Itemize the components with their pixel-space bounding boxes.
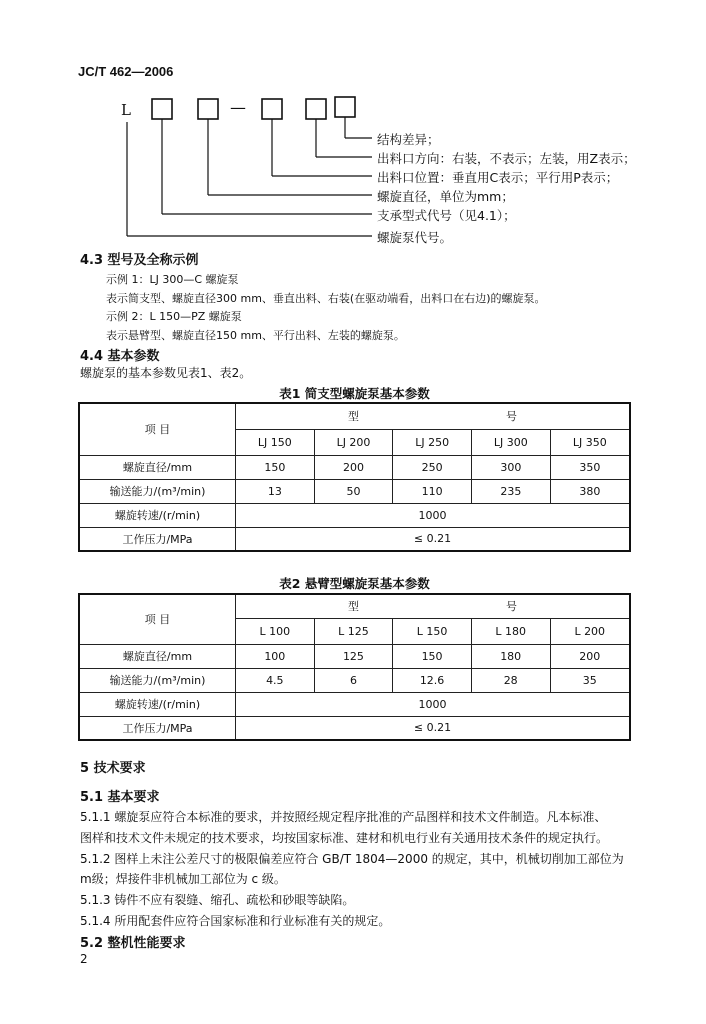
table-row [79,668,630,692]
standard-code: JC/T 462—2006 [78,64,174,79]
para-5-1-2-line1: 5.1.2 图样上未注公差尺寸的极限偏差应符合 GB/T 1804—2000 的规定，其中，机械切削加工部位为 [80,852,624,866]
table1-cell: 110 [393,479,472,503]
table2-cell: 100 [236,644,315,668]
section-5-2-title: 5.2 整机性能要求 [80,936,186,951]
para-5-1-1-line2: 图样和技术文件未规定的技术要求，均按国家标准、建材和机电行业有关通用技术条件的规定执行。 [80,831,609,845]
table1-model: LJ 250 [393,429,472,455]
diagram-prefix: L [121,101,131,119]
section-5-1-title: 5.1 基本要求 [80,790,160,805]
table1-pressure-value: ≤ 0.21 [236,527,631,551]
table1-model-header [236,403,631,429]
label-support-type: 支承型式代号（见4.1）； [377,208,516,223]
table1 [78,402,631,552]
label-structure: 结构差异； [377,132,440,147]
table2-model: L 150 [393,618,472,644]
table1-row-label: 螺旋直径/mm [79,455,236,479]
label-diameter: 螺旋直径，单位为mm； [377,189,514,204]
table-row [79,527,630,551]
table1-pressure-label: 工作压力/MPa [79,527,236,551]
table-row [79,716,630,740]
table1-model: LJ 200 [314,429,393,455]
box-outlet-position [262,99,282,119]
example-1: 示例 1：LJ 300—C 螺旋泵 [106,273,239,286]
table1-cell: 50 [314,479,393,503]
label-outlet-position: 出料口位置：垂直用C表示；平行用P表示； [377,170,619,185]
table2-model: L 180 [471,618,550,644]
para-5-1-4: 5.1.4 所用配套件应符合国家标准和行业标准有关的规定。 [80,914,391,928]
table2-cell: 6 [314,668,393,692]
label-pump-code: 螺旋泵代号。 [377,230,453,245]
section-5-title: 5 技术要求 [80,761,146,776]
para-5-1-3: 5.1.3 铸件不应有裂缝、缩孔、疏松和砂眼等缺陷。 [80,893,355,907]
table2-cell: 200 [550,644,630,668]
box-outlet-direction [306,99,326,119]
example-2-desc: 表示悬臂型、螺旋直径150 mm、平行出料、左装的螺旋泵。 [106,329,405,342]
table1-cell: 380 [550,479,630,503]
table2-row-label: 输送能力/(m³/min) [79,668,236,692]
table2-cell: 125 [314,644,393,668]
table1-model-header-a: 型 [348,410,359,424]
table2-speed-value: 1000 [236,692,631,716]
page-number: 2 [80,952,88,966]
para-5-1-1-line1: 5.1.1 螺旋泵应符合本标准的要求，并按照经规定程序批准的产品图样和技术文件制造。凡本标准、 [80,810,607,824]
label-outlet-direction: 出料口方向：右装，不表示；左装，用Z表示； [377,151,636,166]
table1-model: LJ 150 [236,429,315,455]
table2-model: L 200 [550,618,630,644]
table2-pressure-label: 工作压力/MPa [79,716,236,740]
table1-model: LJ 350 [550,429,630,455]
table1-cell: 200 [314,455,393,479]
para-5-1-2-line2: m级；焊接件非机械加工部位为 c 级。 [80,872,286,886]
table1-cell: 300 [472,455,551,479]
table1-cell: 350 [550,455,630,479]
section-4-3-title: 4.3 型号及全称示例 [80,253,199,268]
table2-speed-label: 螺旋转速/(r/min) [79,692,236,716]
table2-cell: 12.6 [393,668,472,692]
table2-cell: 28 [471,668,550,692]
example-1-desc: 表示简支型、螺旋直径300 mm、垂直出料、右装(在驱动端看，出料口在右边)的螺旋泵。 [106,292,546,305]
table2-cell: 4.5 [236,668,315,692]
table2-cell: 180 [471,644,550,668]
table1-cell: 235 [472,479,551,503]
table2-caption: 表2 悬臂型螺旋泵基本参数 [279,576,430,591]
section-4-4-title: 4.4 基本参数 [80,349,160,364]
table1-cell: 13 [236,479,315,503]
table1-model: LJ 300 [472,429,551,455]
table2-row-label: 螺旋直径/mm [79,644,236,668]
table-row [79,455,630,479]
table2-item-header: 项 目 [79,594,236,644]
table1-cell: 150 [236,455,315,479]
table2-model: L 125 [314,618,393,644]
section-4-4-desc: 螺旋泵的基本参数见表1、表2。 [80,366,252,380]
table-row [79,692,630,716]
table2-model-header-b: 号 [506,600,517,614]
table-row [79,479,630,503]
table1-item-header: 项 目 [79,403,236,455]
diagram-dash: — [230,98,246,117]
table-row [79,644,630,668]
table1-cell: 250 [393,455,472,479]
table2-model-header-a: 型 [348,600,359,614]
table1-speed-value: 1000 [236,503,631,527]
table1-speed-label: 螺旋转速/(r/min) [79,503,236,527]
table2-cell: 150 [393,644,472,668]
table1-model-header-b: 号 [506,410,517,424]
table2 [78,593,631,741]
box-support-type [152,99,172,119]
example-2: 示例 2：L 150—PZ 螺旋泵 [106,310,242,323]
table2-pressure-value: ≤ 0.21 [236,716,631,740]
table2-model: L 100 [236,618,315,644]
table1-row-label: 输送能力/(m³/min) [79,479,236,503]
box-diameter [198,99,218,119]
table-row [79,503,630,527]
table2-cell: 35 [550,668,630,692]
designation-diagram [0,0,706,260]
box-structure [335,97,355,117]
table1-caption: 表1 简支型螺旋泵基本参数 [279,386,430,401]
table2-model-header [236,594,631,618]
